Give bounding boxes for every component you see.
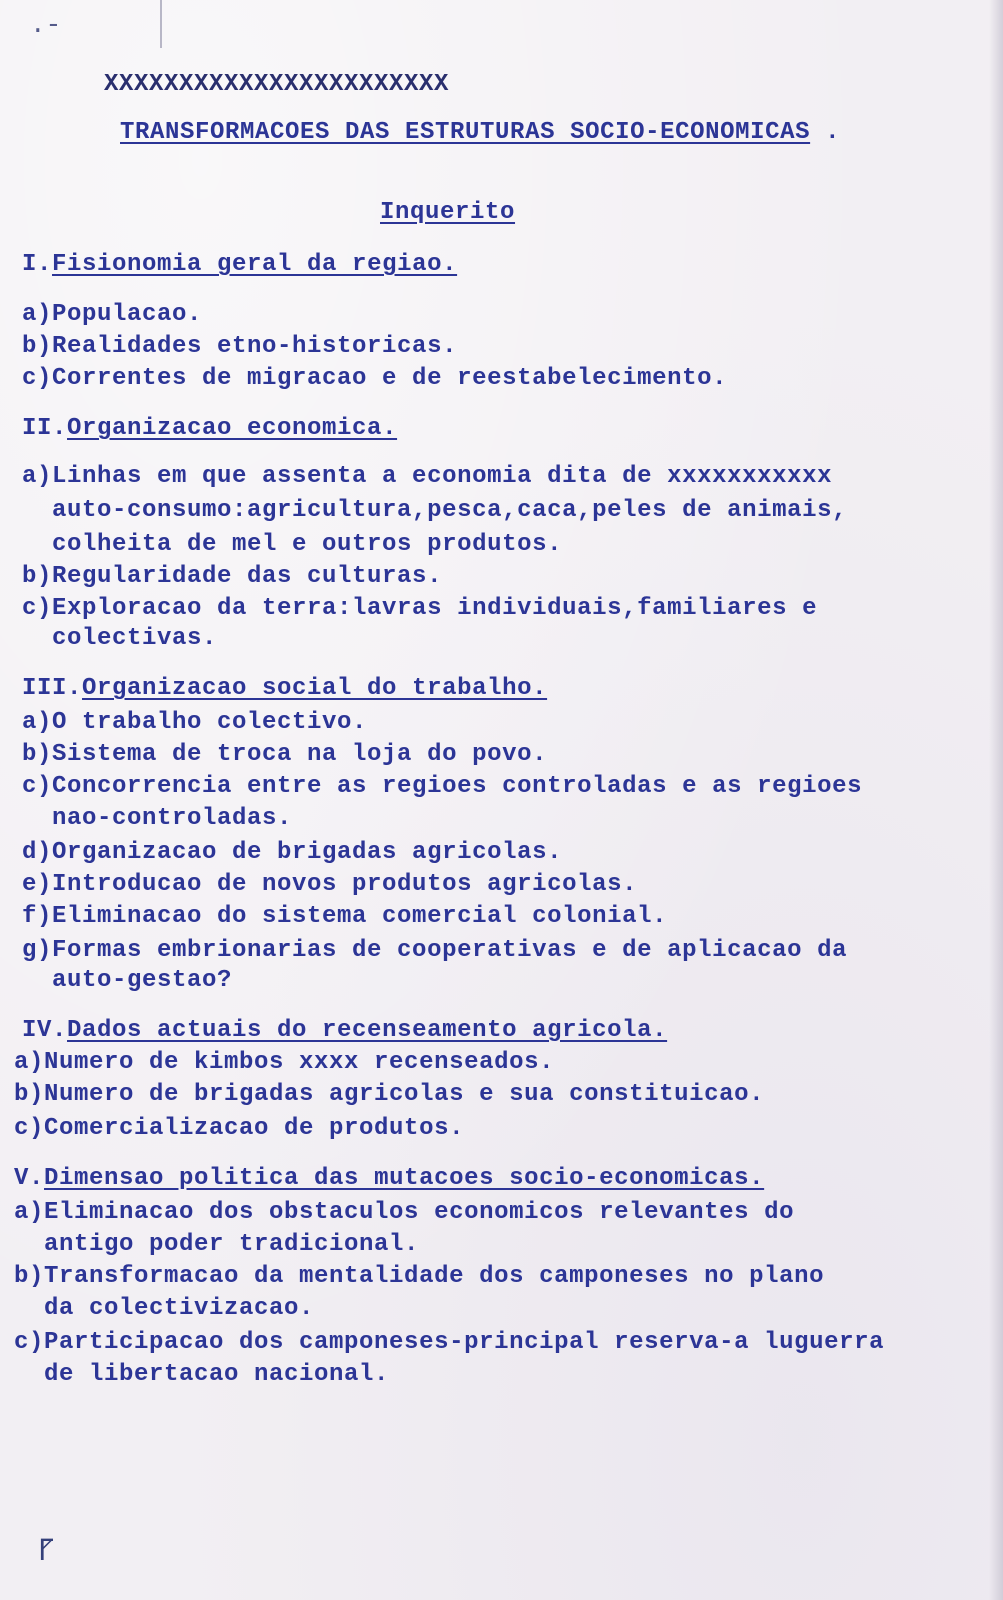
list-item: g)Formas embrionarias de cooperativas e de aplicacao da (22, 937, 848, 964)
section-number: V. (14, 1165, 45, 1192)
list-item: c)Participacao dos camponeses-principal reserva-a luguerra (14, 1329, 885, 1356)
list-item: c)Concorrencia entre as regioes controladas e as regioes (22, 773, 863, 800)
section-number: II. (22, 415, 68, 442)
list-item: a)Eliminacao dos obstaculos economicos relevantes do (14, 1199, 795, 1226)
ink-smudge-bottom-icon: ⹍ (38, 1536, 54, 1570)
list-item: b)Transformacao da mentalidade dos camponeses no plano (14, 1263, 825, 1290)
list-item: b)Numero de brigadas agricolas e sua constituicao. (14, 1081, 765, 1108)
list-item: a)O trabalho colectivo. (22, 709, 368, 736)
list-item: f)Eliminacao do sistema comercial colonial. (22, 903, 668, 930)
section-heading-4 (22, 1016, 667, 1046)
list-item: da colectivizacao. (14, 1295, 315, 1322)
section-title: Fisionomia geral da regiao. (52, 251, 458, 278)
section-number: I. (22, 251, 53, 278)
section-title: Dados actuais do recenseamento agricola. (67, 1017, 668, 1044)
ink-smudge-top-icon: .- (30, 10, 62, 40)
list-item: d)Organizacao de brigadas agricolas. (22, 839, 563, 866)
list-item: b)Realidades etno-historicas. (22, 333, 458, 360)
list-item: b)Regularidade das culturas. (22, 563, 443, 590)
section-heading-1 (22, 250, 457, 280)
paper-fold-mark (160, 0, 162, 48)
paper-edge-shadow (989, 0, 1003, 1600)
list-item: c)Correntes de migracao e de reestabelecimento. (22, 365, 728, 392)
section-number: IV. (22, 1017, 68, 1044)
list-item: auto-gestao? (22, 967, 233, 994)
section-title: Organizacao economica. (67, 415, 398, 442)
list-item: de libertacao nacional. (14, 1361, 390, 1388)
list-item: c)Exploracao da terra:lavras individuais,familiares e (22, 595, 818, 622)
section-heading-3 (22, 674, 547, 704)
list-item: a)Populacao. (22, 301, 203, 328)
list-item: colheita de mel e outros produtos. (22, 531, 563, 558)
list-item: a)Linhas em que assenta a economia dita de xxxxxxxxxxx (22, 463, 833, 490)
section-heading-2 (22, 414, 397, 444)
list-item: e)Introducao de novos produtos agricolas. (22, 871, 638, 898)
section-number: III. (22, 675, 83, 702)
document-subtitle: Inquerito (380, 199, 516, 226)
document-title-suffix: . (810, 119, 841, 146)
document-title (120, 118, 840, 148)
list-item: antigo poder tradicional. (14, 1231, 420, 1258)
section-title: Dimensao politica das mutacoes socio-economicas. (44, 1165, 765, 1192)
list-item: auto-consumo:agricultura,pesca,caca,peles de animais, (22, 497, 848, 524)
list-item: nao-controladas. (22, 805, 293, 832)
list-item: c)Comercializacao de produtos. (14, 1115, 465, 1142)
struck-out-header: XXXXXXXXXXXXXXXXXXXXXXX (104, 71, 450, 98)
list-item: b)Sistema de troca na loja do povo. (22, 741, 548, 768)
list-item: a)Numero de kimbos xxxx recenseados. (14, 1049, 555, 1076)
section-title: Organizacao social do trabalho. (82, 675, 548, 702)
list-item: colectivas. (22, 625, 218, 652)
section-heading-5 (14, 1164, 764, 1194)
document-title-text: TRANSFORMACOES DAS ESTRUTURAS SOCIO-ECONOMICAS (120, 119, 811, 146)
